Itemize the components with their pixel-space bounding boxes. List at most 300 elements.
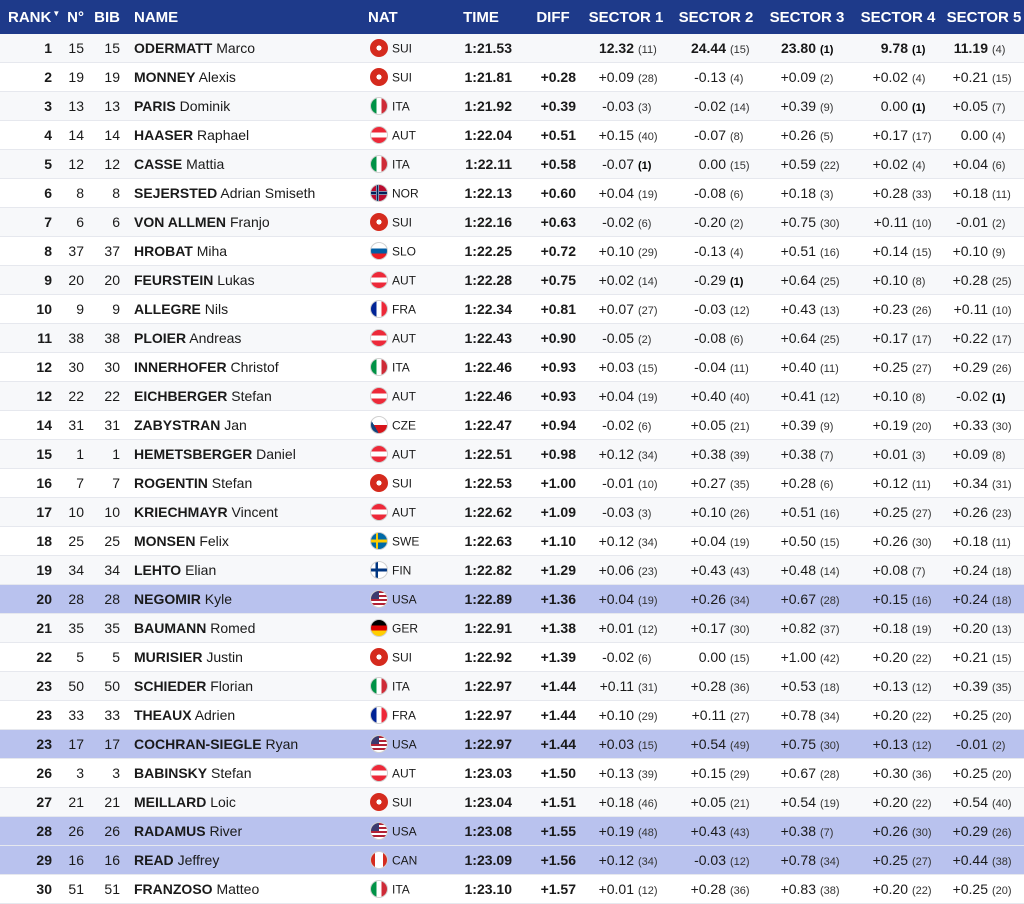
- sector-rank: (7): [820, 827, 834, 839]
- name-cell[interactable]: [134, 179, 366, 208]
- sector-rank: (27): [730, 711, 750, 723]
- sector-time: +0.20: [872, 707, 908, 723]
- nation-cell: [366, 527, 438, 556]
- sector-rank: (25): [992, 276, 1012, 288]
- flag-icon: [370, 677, 388, 695]
- table-row[interactable]: [0, 237, 1024, 266]
- sector-2-cell: [670, 208, 762, 237]
- sector-rank: (12): [912, 682, 932, 694]
- bib-cell: 25: [90, 527, 134, 556]
- diff-cell: [524, 34, 582, 63]
- sector-time: -0.03: [602, 504, 634, 520]
- sector-time: +0.82: [780, 620, 816, 636]
- flag-icon: [370, 184, 388, 202]
- sector-time: +0.25: [952, 765, 988, 781]
- name-cell[interactable]: [134, 237, 366, 266]
- athlete-first-name: Stefan: [211, 475, 253, 491]
- sector-time: +0.28: [780, 475, 816, 491]
- sector-rank: (17): [912, 334, 932, 346]
- sector-3-cell: [762, 875, 852, 904]
- number-cell: 9: [56, 295, 90, 324]
- sector-rank: (18): [992, 566, 1012, 578]
- number-cell: 3: [56, 759, 90, 788]
- nation-code: NOR: [392, 186, 419, 201]
- sector-rank: (4): [912, 160, 926, 172]
- sector-rank: (19): [912, 624, 932, 636]
- number-cell: 15: [56, 34, 90, 63]
- rank-cell: 29: [0, 846, 56, 875]
- number-cell: 31: [56, 411, 90, 440]
- sector-rank: (12): [730, 856, 750, 868]
- name-cell[interactable]: [134, 440, 366, 469]
- nation-code: USA: [392, 824, 417, 839]
- header-name[interactable]: NAME: [134, 0, 366, 34]
- nation-code: AUT: [392, 447, 416, 462]
- header-sector-5[interactable]: SECTOR 5: [944, 0, 1024, 34]
- nation-cell: [366, 440, 438, 469]
- flag-icon: [370, 764, 388, 782]
- sector-rank: (6): [820, 479, 834, 491]
- sector-time: -0.13: [694, 69, 726, 85]
- sector-rank: (4): [912, 73, 926, 85]
- number-cell: 38: [56, 324, 90, 353]
- header-sector-2[interactable]: SECTOR 2: [670, 0, 762, 34]
- rank-cell: 16: [0, 469, 56, 498]
- sector-4-cell: [852, 121, 944, 150]
- sector-time: +0.40: [780, 359, 816, 375]
- sector-3-cell: [762, 469, 852, 498]
- sector-time: +0.28: [690, 678, 726, 694]
- table-row[interactable]: [0, 556, 1024, 585]
- diff-cell: +1.36: [524, 585, 582, 614]
- name-cell[interactable]: [134, 585, 366, 614]
- table-row[interactable]: [0, 643, 1024, 672]
- flag-icon: [370, 300, 388, 318]
- athlete-first-name: Andreas: [189, 330, 242, 346]
- athlete-first-name: Nils: [204, 301, 229, 317]
- athlete-last-name: THEAUX: [134, 707, 192, 723]
- sector-2-cell: [670, 92, 762, 121]
- sector-rank: (29): [730, 769, 750, 781]
- table-row[interactable]: [0, 295, 1024, 324]
- bib-cell: 14: [90, 121, 134, 150]
- bib-cell: 13: [90, 92, 134, 121]
- nation-cell: [366, 179, 438, 208]
- table-row[interactable]: [0, 527, 1024, 556]
- sector-4-cell: [852, 63, 944, 92]
- sector-rank: (30): [730, 624, 750, 636]
- sector-1-cell: [582, 498, 670, 527]
- table-row[interactable]: [0, 382, 1024, 411]
- diff-cell: +0.93: [524, 353, 582, 382]
- name-cell[interactable]: [134, 411, 366, 440]
- rank-cell: 23: [0, 672, 56, 701]
- sector-2-cell: [670, 672, 762, 701]
- table-row[interactable]: [0, 208, 1024, 237]
- athlete-first-name: Felix: [199, 533, 229, 549]
- sector-rank: (20): [992, 711, 1012, 723]
- name-cell[interactable]: [134, 121, 366, 150]
- rank-cell: 14: [0, 411, 56, 440]
- sector-rank: (34): [638, 537, 658, 549]
- name-cell[interactable]: [134, 324, 366, 353]
- athlete-last-name: VON ALLMEN: [134, 214, 227, 230]
- flag-icon: [370, 561, 388, 579]
- rank-cell: 5: [0, 150, 56, 179]
- sector-time: +0.10: [690, 504, 726, 520]
- sector-rank: (3): [638, 102, 652, 114]
- sector-rank: (2): [992, 218, 1006, 230]
- nation-code: SUI: [392, 476, 413, 491]
- time-cell: 1:23.04: [438, 788, 524, 817]
- sector-4-cell: [852, 179, 944, 208]
- sector-time: 23.80: [780, 40, 816, 56]
- sector-2-cell: [670, 846, 762, 875]
- sector-5-cell: [944, 150, 1024, 179]
- sector-time: -0.01: [956, 214, 988, 230]
- sector-rank: (2): [730, 218, 744, 230]
- flag-icon: [370, 242, 388, 260]
- table-row[interactable]: [0, 846, 1024, 875]
- athlete-last-name: INNERHOFER: [134, 359, 227, 375]
- sector-rank: (43): [730, 827, 750, 839]
- table-row[interactable]: [0, 701, 1024, 730]
- rank-cell: 3: [0, 92, 56, 121]
- athlete-first-name: Elian: [185, 562, 217, 578]
- table-row[interactable]: [0, 411, 1024, 440]
- nation-cell: [366, 63, 438, 92]
- name-cell[interactable]: [134, 701, 366, 730]
- sector-rank: (22): [820, 160, 840, 172]
- sector-1-cell: [582, 788, 670, 817]
- table-row[interactable]: [0, 498, 1024, 527]
- rank-cell: 2: [0, 63, 56, 92]
- sector-5-cell: [944, 121, 1024, 150]
- athlete-last-name: CASSE: [134, 156, 183, 172]
- diff-cell: +0.90: [524, 324, 582, 353]
- sector-rank: (26): [730, 508, 750, 520]
- rank-cell: 11: [0, 324, 56, 353]
- sector-time: +0.23: [872, 301, 908, 317]
- rank-cell: 19: [0, 556, 56, 585]
- sector-4-cell: [852, 672, 944, 701]
- number-cell: 17: [56, 730, 90, 759]
- name-cell[interactable]: [134, 556, 366, 585]
- header-sector-3[interactable]: SECTOR 3: [762, 0, 852, 34]
- rank-cell: 27: [0, 788, 56, 817]
- table-row[interactable]: [0, 672, 1024, 701]
- rank-cell: 17: [0, 498, 56, 527]
- time-cell: 1:22.89: [438, 585, 524, 614]
- sector-4-cell: [852, 237, 944, 266]
- table-row[interactable]: [0, 759, 1024, 788]
- sector-rank: (10): [638, 479, 658, 491]
- sector-rank: (11): [992, 189, 1011, 201]
- sector-4-cell: [852, 817, 944, 846]
- name-cell[interactable]: [134, 469, 366, 498]
- name-cell[interactable]: [134, 498, 366, 527]
- rank-cell: 21: [0, 614, 56, 643]
- sector-rank: (9): [820, 421, 834, 433]
- rank-cell: 28: [0, 817, 56, 846]
- nation-cell: [366, 150, 438, 179]
- sector-time: +0.53: [780, 678, 816, 694]
- sector-time: +0.25: [872, 852, 908, 868]
- sector-time: +1.00: [780, 649, 816, 665]
- name-cell[interactable]: [134, 788, 366, 817]
- sector-rank: (15): [912, 247, 932, 259]
- name-cell[interactable]: [134, 643, 366, 672]
- table-row[interactable]: [0, 730, 1024, 759]
- table-row[interactable]: [0, 92, 1024, 121]
- sector-rank: (11): [820, 363, 839, 375]
- name-cell[interactable]: [134, 875, 366, 904]
- flag-icon: [370, 155, 388, 173]
- diff-cell: +0.39: [524, 92, 582, 121]
- sector-rank: (35): [992, 682, 1012, 694]
- number-cell: 37: [56, 237, 90, 266]
- rank-cell: 6: [0, 179, 56, 208]
- header-bib[interactable]: BIB: [90, 0, 134, 34]
- athlete-last-name: FRANZOSO: [134, 881, 213, 897]
- athlete-last-name: SCHIEDER: [134, 678, 207, 694]
- sector-5-cell: [944, 411, 1024, 440]
- sector-3-cell: [762, 179, 852, 208]
- sector-1-cell: [582, 730, 670, 759]
- diff-cell: +1.00: [524, 469, 582, 498]
- sector-time: +0.48: [780, 562, 816, 578]
- bib-cell: 35: [90, 614, 134, 643]
- name-cell[interactable]: [134, 846, 366, 875]
- sector-rank: (6): [730, 334, 744, 346]
- sector-rank: (26): [912, 305, 932, 317]
- time-cell: 1:22.97: [438, 701, 524, 730]
- sector-3-cell: [762, 324, 852, 353]
- nation-cell: [366, 643, 438, 672]
- time-cell: 1:22.13: [438, 179, 524, 208]
- athlete-last-name: ROGENTIN: [134, 475, 208, 491]
- name-cell[interactable]: [134, 759, 366, 788]
- sector-rank: (15): [820, 537, 840, 549]
- number-cell: 51: [56, 875, 90, 904]
- sector-2-cell: [670, 643, 762, 672]
- sector-time: +0.39: [780, 417, 816, 433]
- bib-cell: 31: [90, 411, 134, 440]
- time-cell: 1:21.92: [438, 92, 524, 121]
- sector-rank: (48): [638, 827, 658, 839]
- sector-1-cell: [582, 150, 670, 179]
- table-row[interactable]: [0, 266, 1024, 295]
- sector-time: +0.39: [780, 98, 816, 114]
- sector-5-cell: [944, 527, 1024, 556]
- name-cell[interactable]: [134, 614, 366, 643]
- name-cell[interactable]: [134, 266, 366, 295]
- sector-rank: (26): [992, 827, 1012, 839]
- sector-rank: (15): [992, 73, 1012, 85]
- sector-rank: (16): [912, 595, 932, 607]
- sector-1-cell: [582, 237, 670, 266]
- sector-rank: (19): [730, 537, 750, 549]
- nation-cell: [366, 237, 438, 266]
- diff-cell: +0.72: [524, 237, 582, 266]
- sector-rank: (49): [730, 740, 750, 752]
- sector-rank: (34): [638, 450, 658, 462]
- name-cell[interactable]: [134, 527, 366, 556]
- header-diff[interactable]: DIFF: [524, 0, 582, 34]
- sector-time: +0.17: [872, 330, 908, 346]
- name-cell[interactable]: [134, 208, 366, 237]
- sector-2-cell: [670, 295, 762, 324]
- table-row[interactable]: [0, 788, 1024, 817]
- sector-4-cell: [852, 440, 944, 469]
- sector-3-cell: [762, 527, 852, 556]
- sector-rank: (18): [992, 595, 1012, 607]
- sector-time: +0.50: [780, 533, 816, 549]
- sector-rank: (11): [912, 479, 931, 491]
- sector-1-cell: [582, 353, 670, 382]
- name-cell[interactable]: [134, 63, 366, 92]
- name-cell[interactable]: [134, 34, 366, 63]
- sector-4-cell: [852, 353, 944, 382]
- sector-time: -0.03: [602, 98, 634, 114]
- athlete-first-name: Vincent: [231, 504, 278, 520]
- sector-4-cell: [852, 556, 944, 585]
- sector-time: +0.03: [598, 359, 634, 375]
- sector-rank: (25): [820, 276, 840, 288]
- name-cell[interactable]: [134, 730, 366, 759]
- sector-rank: (12): [638, 885, 658, 897]
- number-cell: 14: [56, 121, 90, 150]
- table-row[interactable]: [0, 324, 1024, 353]
- name-cell[interactable]: [134, 382, 366, 411]
- athlete-first-name: Loic: [210, 794, 236, 810]
- sector-time: +0.02: [872, 69, 908, 85]
- nation-cell: [366, 34, 438, 63]
- sector-3-cell: [762, 556, 852, 585]
- sector-time: 0.00: [880, 98, 908, 114]
- table-row[interactable]: [0, 121, 1024, 150]
- number-cell: 22: [56, 382, 90, 411]
- table-row[interactable]: [0, 179, 1024, 208]
- table-row[interactable]: [0, 469, 1024, 498]
- nation-code: ITA: [392, 99, 410, 114]
- time-cell: 1:22.62: [438, 498, 524, 527]
- sector-rank: (23): [992, 508, 1012, 520]
- sector-rank: (34): [820, 856, 840, 868]
- header-sector-4[interactable]: SECTOR 4: [852, 0, 944, 34]
- table-row[interactable]: [0, 817, 1024, 846]
- name-cell[interactable]: [134, 92, 366, 121]
- sector-2-cell: [670, 382, 762, 411]
- rank-cell: 12: [0, 382, 56, 411]
- number-cell: 35: [56, 614, 90, 643]
- table-row[interactable]: [0, 63, 1024, 92]
- sector-time: 0.00: [960, 127, 988, 143]
- name-cell[interactable]: [134, 817, 366, 846]
- table-row[interactable]: [0, 440, 1024, 469]
- sort-descending-icon[interactable]: ▼: [52, 8, 61, 18]
- nation-code: ITA: [392, 679, 410, 694]
- sector-rank: (19): [820, 798, 840, 810]
- table-row[interactable]: [0, 150, 1024, 179]
- sector-time: +0.64: [780, 272, 816, 288]
- table-row[interactable]: [0, 585, 1024, 614]
- sector-1-cell: [582, 324, 670, 353]
- header-rank[interactable]: [0, 0, 61, 34]
- sector-time: +0.75: [780, 214, 816, 230]
- rank-cell: 7: [0, 208, 56, 237]
- sector-time: -0.07: [602, 156, 634, 172]
- header-number[interactable]: N°: [56, 0, 90, 34]
- sector-time: -0.20: [694, 214, 726, 230]
- sector-time: +0.43: [690, 823, 726, 839]
- sector-3-cell: [762, 759, 852, 788]
- sector-time: +0.18: [872, 620, 908, 636]
- sector-time: +0.14: [872, 243, 908, 259]
- nation-cell: [366, 846, 438, 875]
- name-cell[interactable]: [134, 150, 366, 179]
- time-cell: 1:22.51: [438, 440, 524, 469]
- sector-1-cell: [582, 208, 670, 237]
- sector-rank: (3): [912, 450, 926, 462]
- name-cell[interactable]: [134, 295, 366, 324]
- nation-code: ITA: [392, 360, 410, 375]
- sector-rank: (7): [992, 102, 1006, 114]
- sector-5-cell: [944, 730, 1024, 759]
- athlete-first-name: Mattia: [186, 156, 225, 172]
- sector-rank: (16): [820, 247, 840, 259]
- bib-cell: 38: [90, 324, 134, 353]
- table-row[interactable]: [0, 614, 1024, 643]
- header-nation[interactable]: NAT: [366, 0, 438, 34]
- sector-rank: (19): [638, 595, 658, 607]
- table-row[interactable]: [0, 353, 1024, 382]
- nation-cell: [366, 498, 438, 527]
- sector-time: +0.83: [780, 881, 816, 897]
- sector-time: +0.07: [598, 301, 634, 317]
- bib-cell: 7: [90, 469, 134, 498]
- athlete-first-name: Miha: [196, 243, 228, 259]
- sector-rank: (12): [730, 305, 750, 317]
- sector-time: +0.15: [598, 127, 634, 143]
- sector-time: +0.18: [780, 185, 816, 201]
- sector-rank: (17): [912, 131, 932, 143]
- sector-1-cell: [582, 817, 670, 846]
- header-sector-1[interactable]: SECTOR 1: [582, 0, 670, 34]
- name-cell[interactable]: [134, 353, 366, 382]
- sector-rank: (20): [992, 885, 1012, 897]
- flag-icon: [370, 445, 388, 463]
- sector-time: +0.03: [598, 736, 634, 752]
- sector-time: +0.01: [872, 446, 908, 462]
- header-time[interactable]: TIME: [438, 0, 524, 34]
- bib-cell: 28: [90, 585, 134, 614]
- athlete-first-name: Jan: [224, 417, 247, 433]
- sector-rank: (12): [820, 392, 840, 404]
- sector-5-cell: [944, 846, 1024, 875]
- name-cell[interactable]: [134, 672, 366, 701]
- sector-time: +0.04: [952, 156, 988, 172]
- sector-rank: (39): [730, 450, 750, 462]
- sector-3-cell: [762, 672, 852, 701]
- sector-time: +0.29: [952, 823, 988, 839]
- sector-4-cell: [852, 527, 944, 556]
- table-row[interactable]: [0, 34, 1024, 63]
- sector-1-cell: [582, 34, 670, 63]
- sector-4-cell: [852, 498, 944, 527]
- bib-cell: 1: [90, 440, 134, 469]
- table-row[interactable]: [0, 875, 1024, 904]
